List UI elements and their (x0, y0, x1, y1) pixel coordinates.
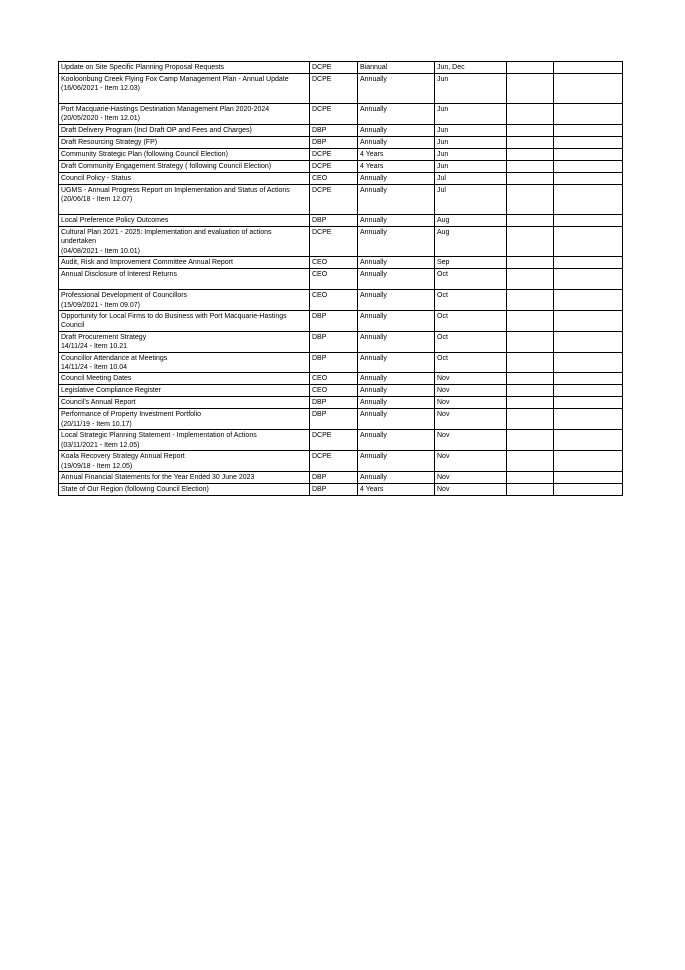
empty-cell (507, 185, 554, 215)
item-cell: Council's Annual Report (59, 397, 310, 409)
empty-cell (554, 471, 623, 483)
month-cell: Nov (435, 430, 507, 451)
item-cell: Koala Recovery Strategy Annual Report (19/09/18 - Item 12.05) (59, 451, 310, 472)
empty-cell (554, 385, 623, 397)
table-row (59, 290, 623, 311)
frequency-cell: Annually (358, 471, 435, 483)
item-cell: Legislative Compliance Register (59, 385, 310, 397)
empty-cell (507, 74, 554, 104)
table-row (59, 173, 623, 185)
table-body (59, 62, 623, 496)
table-row (59, 62, 623, 74)
item-cell: Professional Development of Councillors (15/09/2021 - Item 09.07) (59, 290, 310, 311)
directorate-cell: DCPE (310, 74, 358, 104)
empty-cell (554, 397, 623, 409)
empty-cell (554, 185, 623, 215)
month-cell: Oct (435, 311, 507, 332)
frequency-cell: Biannual (358, 62, 435, 74)
empty-cell (554, 173, 623, 185)
empty-cell (554, 125, 623, 137)
month-cell: Sep (435, 257, 507, 269)
item-cell: Kooloonbung Creek Flying Fox Camp Management Plan - Annual Update (16/06/2021 - Item 12.03) (59, 74, 310, 104)
item-cell: Annual Disclosure of Interest Returns (59, 269, 310, 290)
table-row (59, 471, 623, 483)
month-cell: Jun (435, 161, 507, 173)
directorate-cell: DCPE (310, 227, 358, 257)
empty-cell (507, 215, 554, 227)
empty-cell (507, 373, 554, 385)
empty-cell (554, 62, 623, 74)
table-row (59, 137, 623, 149)
item-cell: Opportunity for Local Firms to do Business with Port Macquarie-Hastings Council (59, 311, 310, 332)
frequency-cell: 4 Years (358, 149, 435, 161)
month-cell: Nov (435, 397, 507, 409)
month-cell: Oct (435, 269, 507, 290)
month-cell: Jun (435, 74, 507, 104)
month-cell: Aug (435, 227, 507, 257)
month-cell: Nov (435, 471, 507, 483)
frequency-cell: Annually (358, 185, 435, 215)
month-cell: Oct (435, 331, 507, 352)
reporting-schedule-table (58, 61, 623, 496)
frequency-cell: Annually (358, 269, 435, 290)
empty-cell (554, 215, 623, 227)
table-row (59, 409, 623, 430)
table-row (59, 352, 623, 373)
frequency-cell: Annually (358, 137, 435, 149)
empty-cell (554, 257, 623, 269)
empty-cell (554, 311, 623, 332)
directorate-cell: DCPE (310, 149, 358, 161)
month-cell: Jul (435, 185, 507, 215)
empty-cell (507, 62, 554, 74)
item-cell: Draft Resourcing Strategy (FP) (59, 137, 310, 149)
directorate-cell: DCPE (310, 161, 358, 173)
empty-cell (507, 451, 554, 472)
empty-cell (507, 104, 554, 125)
empty-cell (507, 385, 554, 397)
frequency-cell: Annually (358, 290, 435, 311)
frequency-cell: Annually (358, 74, 435, 104)
empty-cell (507, 471, 554, 483)
item-cell: UGMS - Annual Progress Report on Implementation and Status of Actions (20/06/18 - Item 12.07) (59, 185, 310, 215)
directorate-cell: DBP (310, 125, 358, 137)
month-cell: Nov (435, 385, 507, 397)
frequency-cell: Annually (358, 311, 435, 332)
empty-cell (554, 430, 623, 451)
directorate-cell: DCPE (310, 62, 358, 74)
month-cell: Jun (435, 125, 507, 137)
item-cell: Performance of Property Investment Portfolio (20/11/19 - Item 10.17) (59, 409, 310, 430)
frequency-cell: Annually (358, 409, 435, 430)
directorate-cell: DBP (310, 409, 358, 430)
table-row (59, 451, 623, 472)
item-cell: Local Strategic Planning Statement - Implementation of Actions (03/11/2021 - Item 12.05) (59, 430, 310, 451)
directorate-cell: DBP (310, 311, 358, 332)
month-cell: Oct (435, 290, 507, 311)
empty-cell (554, 483, 623, 495)
frequency-cell: Annually (358, 385, 435, 397)
frequency-cell: 4 Years (358, 161, 435, 173)
empty-cell (507, 352, 554, 373)
empty-cell (554, 269, 623, 290)
directorate-cell: CEO (310, 257, 358, 269)
directorate-cell: DBP (310, 137, 358, 149)
item-cell: Update on Site Specific Planning Proposal Requests (59, 62, 310, 74)
month-cell: Nov (435, 373, 507, 385)
table-row (59, 215, 623, 227)
empty-cell (507, 269, 554, 290)
item-cell: Draft Delivery Program (Incl Draft OP and Fees and Charges) (59, 125, 310, 137)
table-row (59, 104, 623, 125)
empty-cell (507, 161, 554, 173)
month-cell: Nov (435, 451, 507, 472)
table-row (59, 483, 623, 495)
directorate-cell: DBP (310, 471, 358, 483)
table-row (59, 311, 623, 332)
month-cell: Nov (435, 409, 507, 430)
empty-cell (554, 104, 623, 125)
table-row (59, 149, 623, 161)
empty-cell (507, 311, 554, 332)
month-cell: Oct (435, 352, 507, 373)
empty-cell (507, 257, 554, 269)
empty-cell (507, 409, 554, 430)
empty-cell (507, 125, 554, 137)
directorate-cell: DCPE (310, 104, 358, 125)
directorate-cell: DBP (310, 483, 358, 495)
table-row (59, 185, 623, 215)
frequency-cell: Annually (358, 215, 435, 227)
month-cell: Jun (435, 137, 507, 149)
directorate-cell: DBP (310, 215, 358, 227)
table-row (59, 385, 623, 397)
item-cell: Annual Financial Statements for the Year Ended 30 June 2023 (59, 471, 310, 483)
empty-cell (554, 373, 623, 385)
table-row (59, 74, 623, 104)
directorate-cell: CEO (310, 290, 358, 311)
directorate-cell: DCPE (310, 185, 358, 215)
empty-cell (554, 149, 623, 161)
month-cell: Jul (435, 173, 507, 185)
empty-cell (554, 74, 623, 104)
directorate-cell: DCPE (310, 451, 358, 472)
table-row (59, 257, 623, 269)
empty-cell (554, 137, 623, 149)
table-row (59, 125, 623, 137)
table-row (59, 373, 623, 385)
item-cell: Council Policy - Status (59, 173, 310, 185)
empty-cell (507, 483, 554, 495)
frequency-cell: Annually (358, 373, 435, 385)
table-row (59, 430, 623, 451)
item-cell: Draft Community Engagement Strategy ( following Council Election) (59, 161, 310, 173)
item-cell: Port Macquarie-Hastings Destination Management Plan 2020-2024 (20/05/2020 - Item 12.01) (59, 104, 310, 125)
frequency-cell: Annually (358, 104, 435, 125)
frequency-cell: Annually (358, 125, 435, 137)
directorate-cell: DBP (310, 397, 358, 409)
empty-cell (554, 451, 623, 472)
frequency-cell: Annually (358, 397, 435, 409)
item-cell: Local Preference Policy Outcomes (59, 215, 310, 227)
frequency-cell: Annually (358, 430, 435, 451)
month-cell: Jun (435, 104, 507, 125)
directorate-cell: CEO (310, 173, 358, 185)
empty-cell (554, 331, 623, 352)
frequency-cell: Annually (358, 227, 435, 257)
frequency-cell: Annually (358, 352, 435, 373)
table-row (59, 227, 623, 257)
empty-cell (554, 409, 623, 430)
empty-cell (507, 290, 554, 311)
table-row (59, 397, 623, 409)
month-cell: Aug (435, 215, 507, 227)
empty-cell (507, 430, 554, 451)
frequency-cell: Annually (358, 257, 435, 269)
item-cell: Community Strategic Plan (following Council Election) (59, 149, 310, 161)
directorate-cell: CEO (310, 373, 358, 385)
empty-cell (554, 290, 623, 311)
frequency-cell: 4 Years (358, 483, 435, 495)
frequency-cell: Annually (358, 331, 435, 352)
empty-cell (507, 397, 554, 409)
item-cell: Audit, Risk and Improvement Committee Annual Report (59, 257, 310, 269)
month-cell: Jun (435, 149, 507, 161)
empty-cell (554, 161, 623, 173)
directorate-cell: DBP (310, 331, 358, 352)
table-row (59, 269, 623, 290)
empty-cell (507, 227, 554, 257)
frequency-cell: Annually (358, 451, 435, 472)
empty-cell (554, 352, 623, 373)
empty-cell (507, 173, 554, 185)
empty-cell (554, 227, 623, 257)
table-row (59, 161, 623, 173)
item-cell: Draft Procurement Strategy 14/11/24 - Item 10.21 (59, 331, 310, 352)
item-cell: Cultural Plan 2021 - 2025: Implementation and evaluation of actions undertaken (04/08/2021 - Item 10.01) (59, 227, 310, 257)
empty-cell (507, 331, 554, 352)
item-cell: Council Meeting Dates (59, 373, 310, 385)
month-cell: Jun, Dec (435, 62, 507, 74)
empty-cell (507, 149, 554, 161)
directorate-cell: CEO (310, 385, 358, 397)
month-cell: Nov (435, 483, 507, 495)
frequency-cell: Annually (358, 173, 435, 185)
item-cell: State of Our Region (following Council Election) (59, 483, 310, 495)
directorate-cell: DCPE (310, 430, 358, 451)
directorate-cell: CEO (310, 269, 358, 290)
item-cell: Councillor Attendance at Meetings 14/11/24 - Item 10.04 (59, 352, 310, 373)
table-row (59, 331, 623, 352)
empty-cell (507, 137, 554, 149)
directorate-cell: DBP (310, 352, 358, 373)
